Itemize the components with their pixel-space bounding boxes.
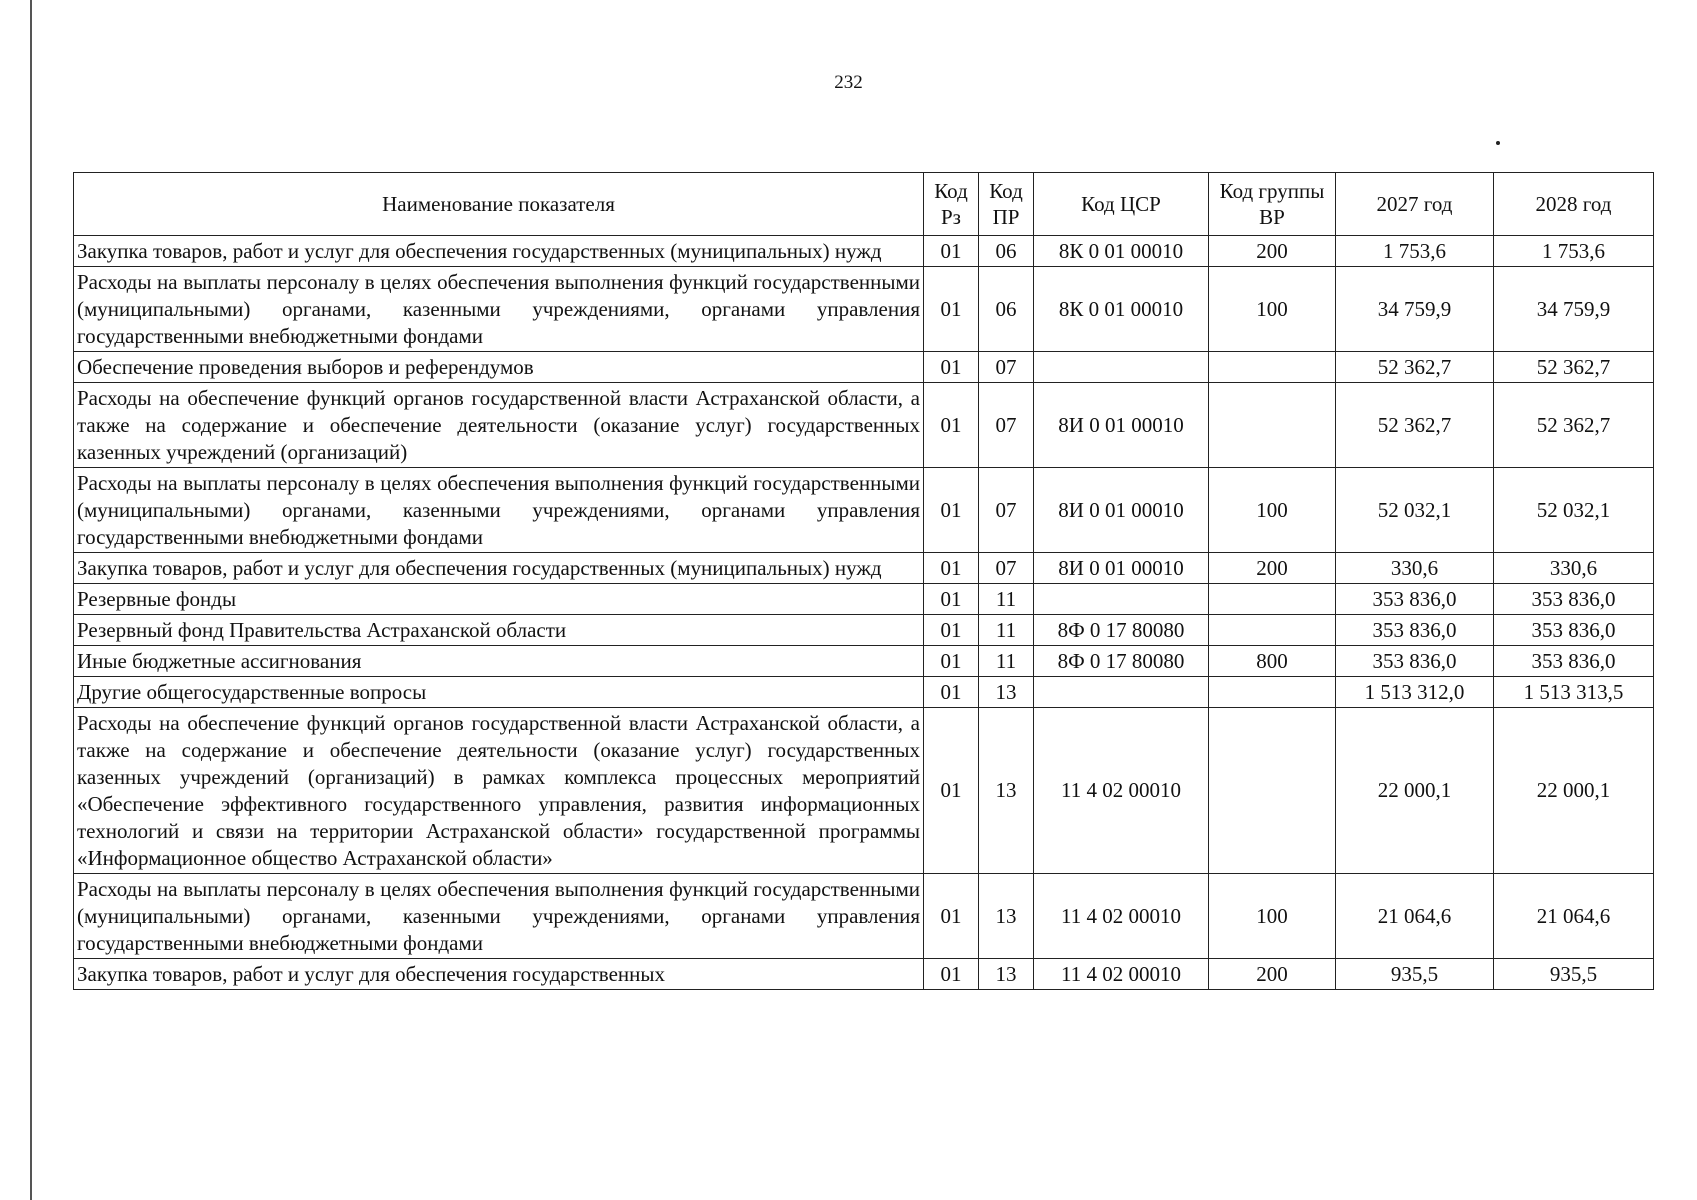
- cell-csr: [1034, 677, 1209, 708]
- scan-speck: [1496, 141, 1500, 145]
- cell-2027: 353 836,0: [1336, 646, 1494, 677]
- table-row: [74, 874, 1654, 959]
- cell-name: Закупка товаров, работ и услуг для обеспечения государственных (муниципальных) нужд: [74, 553, 924, 584]
- cell-name: Другие общегосударственные вопросы: [74, 677, 924, 708]
- cell-2028: 52 362,7: [1494, 383, 1654, 468]
- cell-2027: 935,5: [1336, 959, 1494, 990]
- cell-2027: 1 753,6: [1336, 236, 1494, 267]
- cell-name: Расходы на выплаты персоналу в целях обеспечения выполнения функций государственными (муниципальными) органами, казенными учреждениями, органами управления государственными внебюджетными фондами: [74, 874, 924, 959]
- cell-pr: 13: [979, 959, 1034, 990]
- cell-pr: 13: [979, 677, 1034, 708]
- cell-vr: [1209, 352, 1336, 383]
- cell-name: Закупка товаров, работ и услуг для обеспечения государственных (муниципальных) нужд: [74, 236, 924, 267]
- cell-vr: 200: [1209, 553, 1336, 584]
- cell-pr: 11: [979, 615, 1034, 646]
- cell-rz: 01: [924, 646, 979, 677]
- cell-2027: 52 362,7: [1336, 383, 1494, 468]
- cell-pr: 07: [979, 352, 1034, 383]
- cell-2027: 353 836,0: [1336, 615, 1494, 646]
- cell-2028: 1 513 313,5: [1494, 677, 1654, 708]
- cell-csr: 11 4 02 00010: [1034, 708, 1209, 874]
- cell-name: Иные бюджетные ассигнования: [74, 646, 924, 677]
- header-name: Наименование показателя: [74, 173, 924, 236]
- table-row: [74, 383, 1654, 468]
- cell-name: Расходы на обеспечение функций органов государственной власти Астраханской области, а также на содержание и обеспечение деятельности (оказание услуг) государственных казенных учреждений (организаций) в рамках комплекса процессных мероприятий «Обеспечение эффективного государственного управления, развития информационных технологий и связи на территории Астраханской области» государственной программы «Информационное общество Астраханской области»: [74, 708, 924, 874]
- budget-table: [73, 172, 1654, 990]
- cell-pr: 07: [979, 383, 1034, 468]
- table-row: [74, 615, 1654, 646]
- cell-vr: 100: [1209, 468, 1336, 553]
- cell-2028: 353 836,0: [1494, 646, 1654, 677]
- cell-csr: 8К 0 01 00010: [1034, 236, 1209, 267]
- header-csr: Код ЦСР: [1034, 173, 1209, 236]
- cell-rz: 01: [924, 615, 979, 646]
- table-row: [74, 236, 1654, 267]
- cell-pr: 06: [979, 267, 1034, 352]
- binding-edge-line: [30, 0, 32, 1200]
- header-2027: 2027 год: [1336, 173, 1494, 236]
- cell-2027: 21 064,6: [1336, 874, 1494, 959]
- cell-2027: 52 032,1: [1336, 468, 1494, 553]
- cell-2027: 22 000,1: [1336, 708, 1494, 874]
- cell-csr: [1034, 584, 1209, 615]
- cell-vr: [1209, 708, 1336, 874]
- cell-csr: 8И 0 01 00010: [1034, 553, 1209, 584]
- cell-rz: 01: [924, 874, 979, 959]
- table-row: [74, 959, 1654, 990]
- table-row: [74, 352, 1654, 383]
- table-row: [74, 708, 1654, 874]
- cell-name: Расходы на выплаты персоналу в целях обеспечения выполнения функций государственными (муниципальными) органами, казенными учреждениями, органами управления государственными внебюджетными фондами: [74, 468, 924, 553]
- header-2028: 2028 год: [1494, 173, 1654, 236]
- cell-vr: [1209, 584, 1336, 615]
- cell-2027: 34 759,9: [1336, 267, 1494, 352]
- cell-csr: 8И 0 01 00010: [1034, 383, 1209, 468]
- cell-name: Резервные фонды: [74, 584, 924, 615]
- table-row: [74, 677, 1654, 708]
- cell-pr: 07: [979, 468, 1034, 553]
- cell-pr: 13: [979, 708, 1034, 874]
- cell-name: Расходы на обеспечение функций органов государственной власти Астраханской области, а также на содержание и обеспечение деятельности (оказание услуг) государственных казенных учреждений (организаций): [74, 383, 924, 468]
- cell-rz: 01: [924, 236, 979, 267]
- table-row: [74, 584, 1654, 615]
- cell-rz: 01: [924, 584, 979, 615]
- cell-csr: 8К 0 01 00010: [1034, 267, 1209, 352]
- cell-vr: [1209, 677, 1336, 708]
- cell-csr: [1034, 352, 1209, 383]
- cell-name: Обеспечение проведения выборов и референдумов: [74, 352, 924, 383]
- cell-2028: 935,5: [1494, 959, 1654, 990]
- cell-rz: 01: [924, 267, 979, 352]
- cell-2028: 21 064,6: [1494, 874, 1654, 959]
- cell-rz: 01: [924, 352, 979, 383]
- cell-vr: 200: [1209, 236, 1336, 267]
- cell-pr: 06: [979, 236, 1034, 267]
- cell-2027: 1 513 312,0: [1336, 677, 1494, 708]
- cell-2028: 353 836,0: [1494, 584, 1654, 615]
- cell-2028: 353 836,0: [1494, 615, 1654, 646]
- cell-csr: 8Ф 0 17 80080: [1034, 646, 1209, 677]
- table-body: [74, 236, 1654, 990]
- cell-rz: 01: [924, 383, 979, 468]
- cell-2028: 34 759,9: [1494, 267, 1654, 352]
- header-vr: Код группы ВР: [1209, 173, 1336, 236]
- table-row: [74, 553, 1654, 584]
- cell-csr: 8И 0 01 00010: [1034, 468, 1209, 553]
- cell-vr: 100: [1209, 267, 1336, 352]
- cell-vr: 800: [1209, 646, 1336, 677]
- table-header-row: [74, 173, 1654, 236]
- cell-vr: [1209, 383, 1336, 468]
- header-pr: Код ПР: [979, 173, 1034, 236]
- cell-2027: 52 362,7: [1336, 352, 1494, 383]
- cell-csr: 8Ф 0 17 80080: [1034, 615, 1209, 646]
- cell-2028: 330,6: [1494, 553, 1654, 584]
- cell-rz: 01: [924, 677, 979, 708]
- cell-rz: 01: [924, 959, 979, 990]
- cell-name: Расходы на выплаты персоналу в целях обеспечения выполнения функций государственными (муниципальными) органами, казенными учреждениями, органами управления государственными внебюджетными фондами: [74, 267, 924, 352]
- cell-vr: [1209, 615, 1336, 646]
- header-rz: Код Рз: [924, 173, 979, 236]
- cell-pr: 11: [979, 584, 1034, 615]
- cell-pr: 11: [979, 646, 1034, 677]
- cell-rz: 01: [924, 553, 979, 584]
- cell-csr: 11 4 02 00010: [1034, 874, 1209, 959]
- cell-csr: 11 4 02 00010: [1034, 959, 1209, 990]
- cell-name: Закупка товаров, работ и услуг для обеспечения государственных: [74, 959, 924, 990]
- table-row: [74, 468, 1654, 553]
- table-row: [74, 646, 1654, 677]
- cell-vr: 100: [1209, 874, 1336, 959]
- table-row: [74, 267, 1654, 352]
- cell-2028: 52 362,7: [1494, 352, 1654, 383]
- cell-2027: 330,6: [1336, 553, 1494, 584]
- cell-rz: 01: [924, 708, 979, 874]
- cell-pr: 13: [979, 874, 1034, 959]
- cell-2028: 52 032,1: [1494, 468, 1654, 553]
- cell-pr: 07: [979, 553, 1034, 584]
- cell-name: Резервный фонд Правительства Астраханской области: [74, 615, 924, 646]
- cell-2027: 353 836,0: [1336, 584, 1494, 615]
- cell-rz: 01: [924, 468, 979, 553]
- cell-2028: 1 753,6: [1494, 236, 1654, 267]
- cell-vr: 200: [1209, 959, 1336, 990]
- cell-2028: 22 000,1: [1494, 708, 1654, 874]
- page-number: 232: [834, 72, 863, 93]
